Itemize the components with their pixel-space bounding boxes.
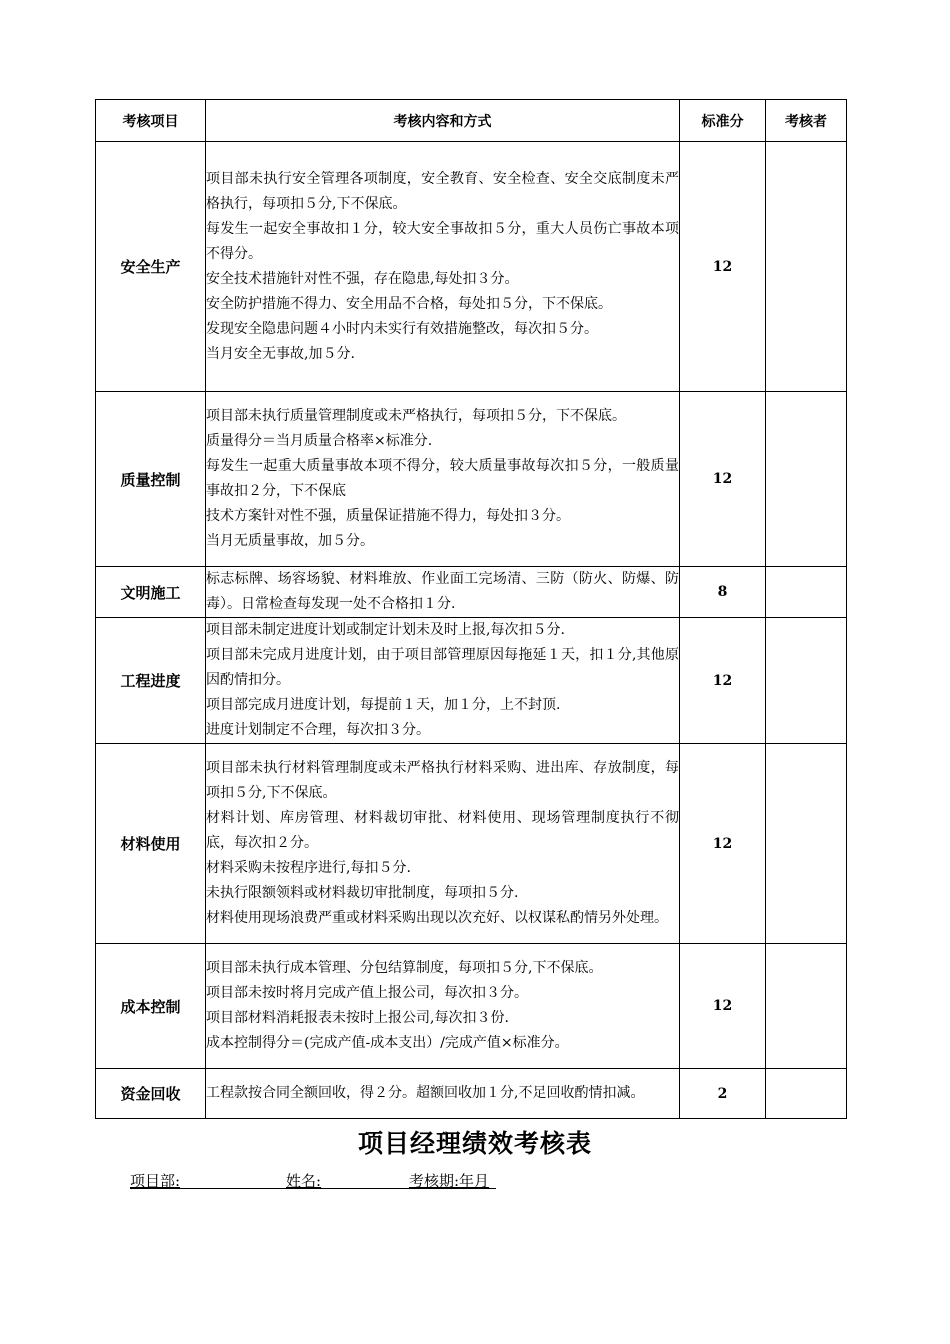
content-line: 项目部未完成月进度计划，由于项目部管理原因每拖延１天，扣１分,其他原因酌情扣分。: [206, 647, 679, 688]
row-assessor[interactable]: [766, 618, 847, 744]
content-line: 项目部未执行质量管理制度或未严格执行，每项扣５分，下不保底。: [206, 408, 626, 424]
content-line: 当月无质量事故，加５分。: [206, 533, 374, 549]
header-item: 考核项目: [96, 100, 206, 142]
content-line: 发现安全隐患问题４小时内未实行有效措施整改，每次扣５分。: [206, 320, 598, 337]
content-line: 项目部完成月进度计划，每提前１天，加１分，上不封顶.: [206, 697, 561, 713]
row-content: [206, 142, 680, 392]
content-line: 项目部未执行成本管理、分包结算制度，每项扣５分,下不保底。: [206, 960, 603, 976]
row-score: 12: [680, 392, 766, 567]
table-header-row: [96, 100, 847, 142]
row-item: 安全生产: [96, 142, 206, 392]
row-item: 成本控制: [96, 944, 206, 1069]
content-line: 安全技术措施针对性不强，存在隐患,每处扣３分。: [206, 270, 519, 287]
row-score: 2: [680, 1069, 766, 1119]
row-assessor[interactable]: [766, 142, 847, 392]
content-line: 材料使用现场浪费严重或材料采购出现以次充好、以权谋私酌情另外处理。: [206, 910, 668, 926]
assessment-table: [95, 99, 847, 1119]
table-row: [96, 142, 847, 392]
content-line: 每发生一起安全事故扣１分，较大安全事故扣５分，重大人员伤亡事故本项不得分。: [206, 220, 679, 262]
row-score: 12: [680, 142, 766, 392]
row-score: 12: [680, 618, 766, 744]
content-line: 项目部未执行材料管理制度或未严格执行材料采购、进出库、存放制度，每项扣５分,下不保底。: [206, 760, 679, 801]
dept-field: 项目部:: [130, 1172, 181, 1190]
table-row: [96, 618, 847, 744]
row-assessor[interactable]: [766, 392, 847, 567]
content-line: 工程款按合同全额回收，得２分。超额回收加１分,不足回收酌情扣减。: [206, 1085, 645, 1101]
header-content: 考核内容和方式: [206, 100, 680, 142]
row-score: 12: [680, 744, 766, 944]
row-assessor[interactable]: [766, 944, 847, 1069]
row-item: 文明施工: [96, 567, 206, 618]
header-assessor: 考核者: [766, 100, 847, 142]
content-line: 每发生一起重大质量事故本项不得分，较大质量事故每次扣５分，一般质量事故扣２分，下不保底: [206, 458, 679, 499]
row-assessor[interactable]: [766, 1069, 847, 1119]
header-score: 标准分: [680, 100, 766, 142]
content-line: 材料计划、库房管理、材料裁切审批、材料使用、现场管理制度执行不彻底，每次扣２分。: [206, 810, 679, 851]
row-content: [206, 1069, 680, 1119]
table-row: [96, 744, 847, 944]
content-line: 当月安全无事故,加５分.: [206, 345, 355, 362]
row-content: [206, 392, 680, 567]
row-item: 材料使用: [96, 744, 206, 944]
content-line: 未执行限额领料或材料裁切审批制度，每项扣５分.: [206, 885, 519, 901]
name-field: 姓名:: [286, 1172, 322, 1190]
content-line: 标志标牌、场容场貌、材料堆放、作业面工完场清、三防（防火、防爆、防毒）。日常检查每发现一处不合格扣１分.: [206, 571, 679, 612]
content-line: 进度计划制定不合理，每次扣３分。: [206, 722, 430, 738]
content-line: 成本控制得分＝(完成产值-成本支出）/完成产值×标准分。: [206, 1035, 569, 1051]
content-line: 项目部材料消耗报表未按时上报公司,每次扣３份.: [206, 1010, 509, 1026]
table-row: [96, 567, 847, 618]
row-assessor[interactable]: [766, 744, 847, 944]
row-assessor[interactable]: [766, 567, 847, 618]
row-content: [206, 744, 680, 944]
row-content: [206, 618, 680, 744]
content-line: 材料采购未按程序进行,每扣５分.: [206, 860, 411, 876]
period-field: 考核期:年月: [409, 1172, 490, 1190]
row-score: 8: [680, 567, 766, 618]
row-item: 质量控制: [96, 392, 206, 567]
info-underline: [130, 1188, 496, 1189]
table-body: [96, 142, 847, 1119]
content-line: 质量得分＝当月质量合格率×标准分.: [206, 433, 433, 449]
document-title: 项目经理绩效考核表: [357, 1129, 592, 1158]
content-line: 项目部未执行安全管理各项制度，安全教育、安全检查、安全交底制度未严格执行，每项扣５分,下不保底。: [206, 170, 679, 212]
row-content: [206, 567, 680, 618]
content-line: 项目部未制定进度计划或制定计划未及时上报,每次扣５分.: [206, 622, 565, 638]
table-row: [96, 392, 847, 567]
row-content: [206, 944, 680, 1069]
row-item: 工程进度: [96, 618, 206, 744]
content-line: 技术方案针对性不强，质量保证措施不得力，每处扣３分。: [206, 508, 570, 524]
row-score: 12: [680, 944, 766, 1069]
row-item: 资金回收: [96, 1069, 206, 1119]
content-line: 项目部未按时将月完成产值上报公司，每次扣３分。: [206, 985, 528, 1001]
table-row: [96, 944, 847, 1069]
content-line: 安全防护措施不得力、安全用品不合格，每处扣５分，下不保底。: [206, 295, 612, 312]
table-row: [96, 1069, 847, 1119]
